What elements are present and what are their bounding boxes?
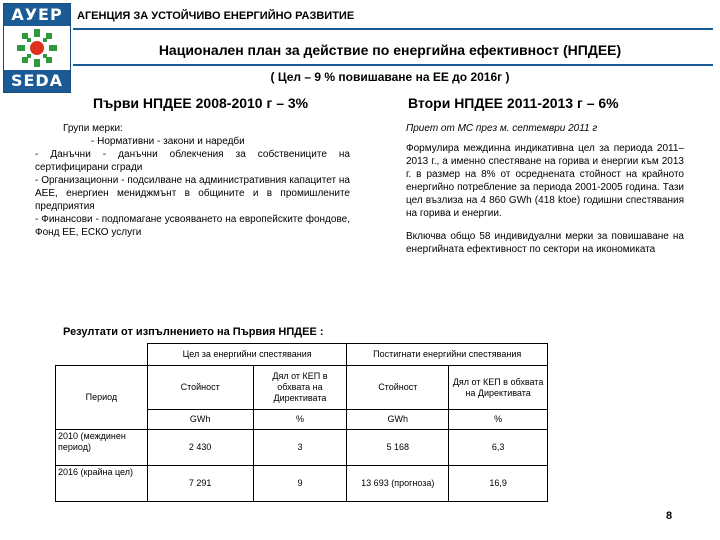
- row-achieved-share: 6,3: [449, 430, 548, 466]
- measures-intro: Групи мерки:: [63, 123, 123, 134]
- row-achieved-value: 13 693 (прогноза): [347, 466, 449, 502]
- measures-paragraph: Включва общо 58 индивидуални мерки за повишаване на енергийната ефективност по сектори на икономиката: [406, 231, 684, 255]
- row-period: 2010 (междинен период): [56, 430, 148, 466]
- logo-bottom-text: SEDA: [4, 70, 70, 92]
- measure-item: - Нормативни - закони и наредби: [91, 136, 245, 147]
- target-value-header: Стойност: [147, 366, 253, 410]
- results-label: Резултати от изпълнението на Първия НПДЕЕ :: [63, 326, 324, 338]
- results-table: [55, 343, 548, 502]
- row-achieved-value: 5 168: [347, 430, 449, 466]
- target-paragraph: Формулира междинна индикативна цел за периода 2011–2013 г., а именно спестяване на горива и енергии към 2013 г. в размер на 8% от осреднената стойност на крайното енергийно потребление за периода 2001-2005 година. Тази цел възлиза на 4 860 GWh (418 ktoe) годишни спестявания на горива и енергии.: [406, 143, 684, 219]
- row-achieved-share: 16,9: [449, 466, 548, 502]
- second-plan-heading: Втори НПДЕЕ 2011-2013 г – 6%: [408, 95, 619, 111]
- table-row: [56, 466, 548, 502]
- page-subtitle: ( Цел – 9 % повишаване на ЕЕ до 2016г ): [270, 70, 510, 84]
- target-value-unit: GWh: [147, 410, 253, 430]
- seda-logo: [3, 3, 71, 93]
- row-target-share: 9: [253, 466, 347, 502]
- achieved-value-unit: GWh: [347, 410, 449, 430]
- logo-top-text: АУЕР: [4, 4, 70, 26]
- row-target-value: 2 430: [147, 430, 253, 466]
- achieved-group-header: Постигнати енергийни спестявания: [347, 344, 548, 366]
- adoption-note: Приет от МС през м. септември 2011 г: [406, 123, 598, 134]
- logo-emblem-icon: [13, 26, 61, 70]
- measure-item: - Финансови - подпомагане усвояването на европейските фондове, Фонд ЕЕ, ЕСКО услуги: [35, 214, 350, 238]
- achieved-share-header: Дял от КЕП в обхвата на Директивата: [449, 366, 548, 410]
- achieved-value-header: Стойност: [347, 366, 449, 410]
- first-plan-heading: Първи НПДЕЕ 2008-2010 г – 3%: [93, 95, 309, 111]
- second-plan-description: [406, 122, 684, 256]
- page-number: 8: [666, 510, 673, 522]
- measure-item: - Данъчни - данъчни облекчения за собствениците на сертифицирани сгради: [35, 149, 350, 173]
- target-share-header: Дял от КЕП в обхвата на Директивата: [253, 366, 347, 410]
- title-divider: [73, 64, 713, 66]
- target-group-header: Цел за енергийни спестявания: [147, 344, 347, 366]
- first-plan-measures: [35, 122, 350, 239]
- row-period: 2016 (крайна цел): [56, 466, 148, 502]
- row-target-value: 7 291: [147, 466, 253, 502]
- table-row: [56, 430, 548, 466]
- agency-name: АГЕНЦИЯ ЗА УСТОЙЧИВО ЕНЕРГИЙНО РАЗВИТИЕ: [77, 10, 355, 22]
- row-target-share: 3: [253, 430, 347, 466]
- period-header: Период: [56, 366, 148, 430]
- page-title: Национален план за действие по енергийна ефективност (НПДЕЕ): [158, 42, 622, 58]
- target-share-unit: %: [253, 410, 347, 430]
- measure-item: - Организационни - подсилване на административния капацитет на АЕЕ, енергиен мениджмънт в общините и в промишлените предприятия: [35, 175, 350, 212]
- achieved-share-unit: %: [449, 410, 548, 430]
- header-divider: [73, 28, 713, 30]
